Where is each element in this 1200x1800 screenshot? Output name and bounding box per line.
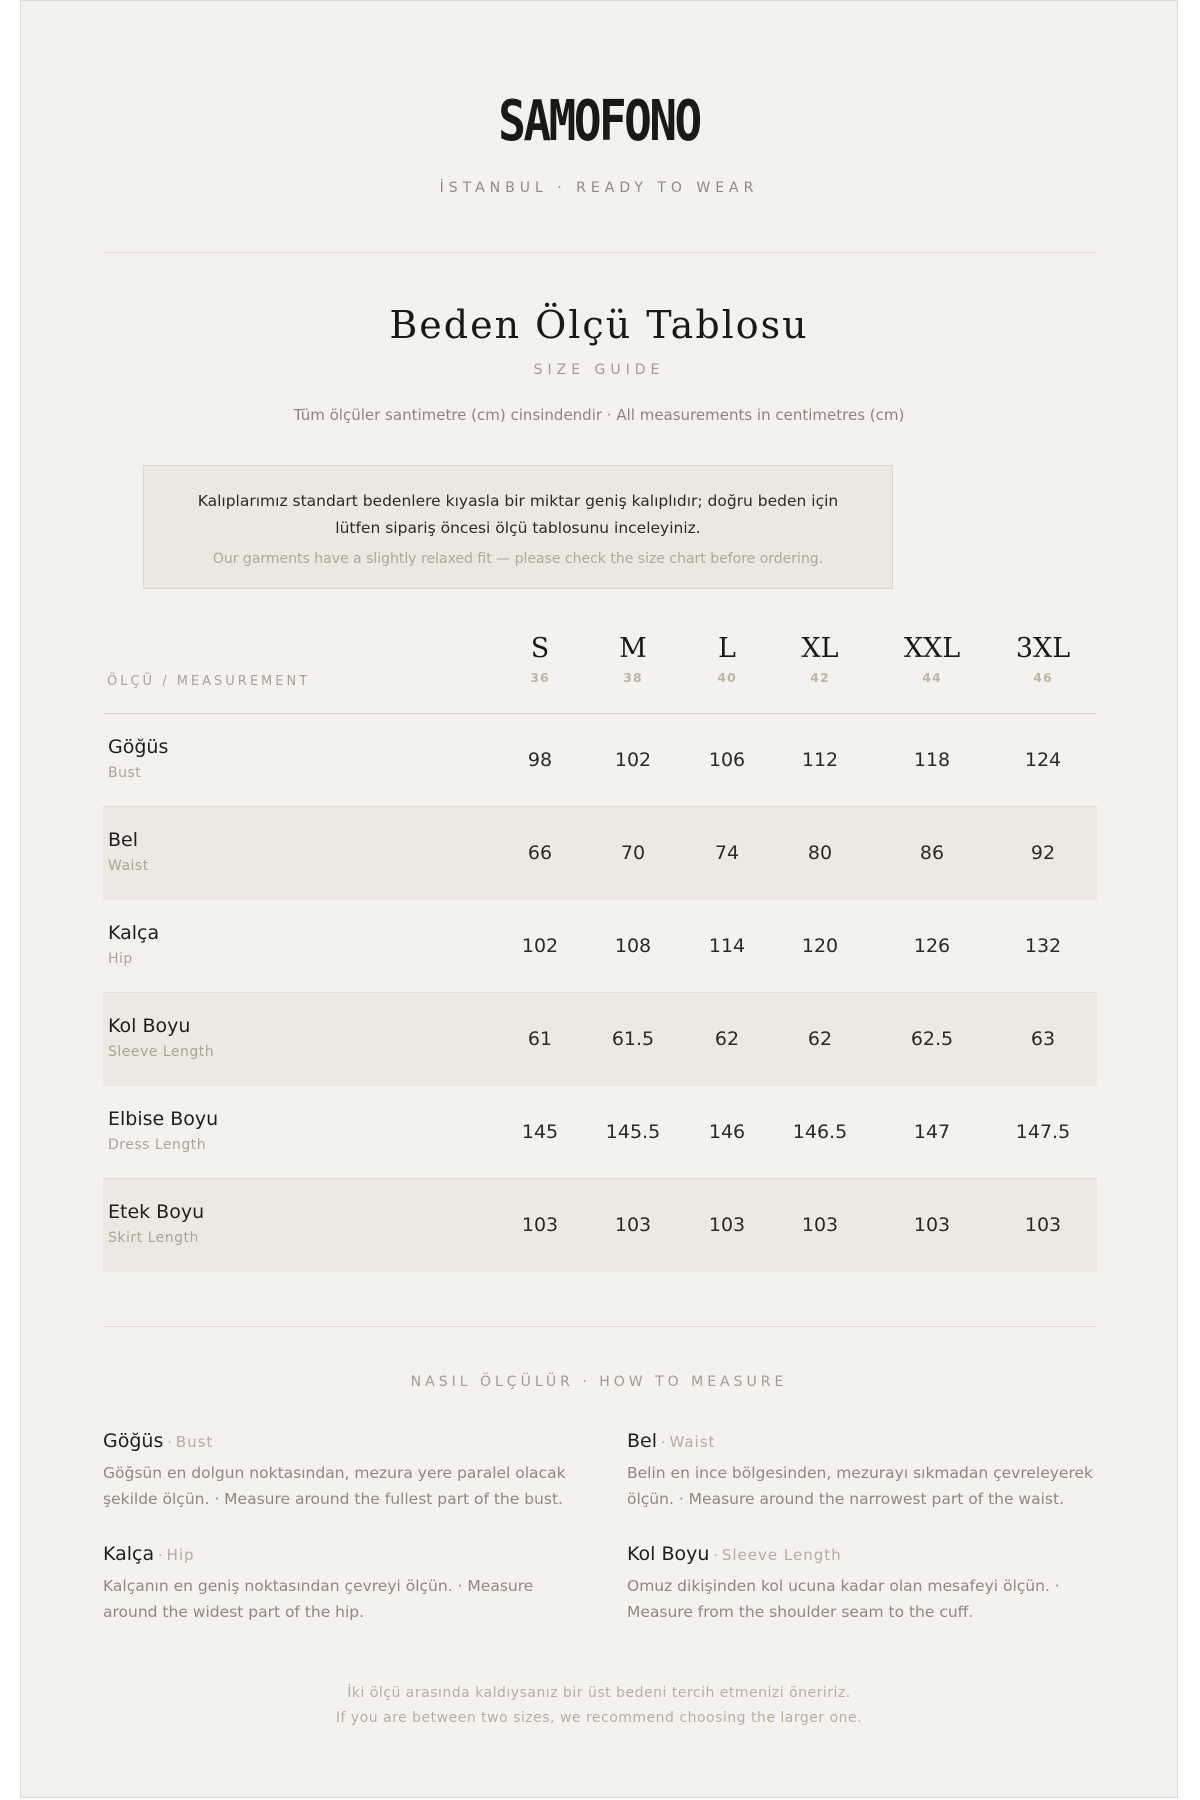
value-cell: 103 xyxy=(1024,1214,1062,1236)
value-cell: 103 xyxy=(913,1214,951,1236)
size-label: XL xyxy=(801,633,839,664)
measurement-name-tr: Etek Boyu xyxy=(108,1201,205,1223)
brand-tagline: İSTANBUL · READY TO WEAR xyxy=(439,180,759,196)
measurement-name-tr: Kalça xyxy=(108,922,160,944)
table-row-skirt-length xyxy=(103,1179,1097,1272)
howto-description: Kalçanın en geniş noktasından çevreyi ölçün. · Measure around the widest part of the hip. xyxy=(103,1577,534,1621)
value-cell: 102 xyxy=(614,749,652,771)
measurement-name-en: Waist xyxy=(108,858,149,874)
value-cell: 120 xyxy=(801,935,839,957)
table-row-waist xyxy=(103,807,1097,900)
value-cell: 102 xyxy=(521,935,559,957)
size-label: L xyxy=(718,633,736,664)
divider xyxy=(103,252,1097,253)
size-header-m xyxy=(588,631,678,685)
value-cell: 118 xyxy=(913,749,951,771)
value-cell: 146 xyxy=(708,1121,746,1143)
howto-description: Belin en ince bölgesinden, mezurayı sıkmadan çevreleyerek ölçün. · Measure around the narrowest part of the waist. xyxy=(627,1464,1094,1508)
howto-item-waist: Bel · Waist Belin en ince bölgesinden, mezurayı sıkmadan çevreleyerek ölçün. · Measure around the narrowest part of the waist. xyxy=(627,1429,1097,1512)
value-cell: 124 xyxy=(1024,749,1062,771)
measurement-name-en: Dress Length xyxy=(108,1137,207,1153)
size-label: 3XL xyxy=(1015,633,1071,664)
eu-size-label: 36 xyxy=(530,670,550,685)
value-cell: 61.5 xyxy=(611,1028,655,1050)
size-header-l xyxy=(682,631,772,685)
divider xyxy=(103,1326,1097,1327)
howto-item-sleeve-length: Kol Boyu · Sleeve Length Omuz dikişinden kol ucuna kadar olan mesafeyi ölçün. · Measure from the shoulder seam to the cuff. xyxy=(627,1542,1097,1625)
fit-notice-en: Our garments have a slightly relaxed fit — please check the size chart before ordering. xyxy=(212,551,824,567)
value-cell: 112 xyxy=(801,749,839,771)
howto-heading-tr: Kalça xyxy=(103,1543,155,1565)
howto-description: Omuz dikişinden kol ucuna kadar olan mesafeyi ölçün. · Measure from the shoulder seam to the cuff. xyxy=(627,1577,1060,1621)
size-table xyxy=(103,631,1097,1246)
value-cell: 103 xyxy=(708,1214,746,1236)
value-cell: 103 xyxy=(614,1214,652,1236)
size-label: M xyxy=(619,633,647,664)
footer-note-en: If you are between two sizes, we recommend choosing the larger one. xyxy=(335,1710,863,1726)
measurement-name-tr: Elbise Boyu xyxy=(108,1108,219,1130)
value-cell: 132 xyxy=(1024,935,1062,957)
footer-note-tr: İki ölçü arasında kaldıysanız bir üst bedeni tercih etmenizi öneririz. xyxy=(347,1685,851,1701)
size-header-xxl xyxy=(887,631,977,685)
measurement-name-tr: Bel xyxy=(108,829,139,851)
value-cell: 63 xyxy=(1030,1028,1056,1050)
size-header-xl xyxy=(775,631,865,685)
table-row-sleeve-length xyxy=(103,993,1097,1086)
howto-item-hip: Kalça · Hip Kalçanın en geniş noktasından çevreyi ölçün. · Measure around the widest part of the hip. xyxy=(103,1542,573,1625)
howto-heading-en: Waist xyxy=(669,1433,716,1451)
howto-item-bust: Göğüs · Bust Göğsün en dolgun noktasından, mezura yere paralel olacak şekilde ölçün. · Measure around the fullest part of the bust. xyxy=(103,1429,573,1512)
value-cell: 146.5 xyxy=(792,1121,848,1143)
value-cell: 103 xyxy=(801,1214,839,1236)
howto-heading-tr: Bel xyxy=(627,1430,658,1452)
value-cell: 147.5 xyxy=(1015,1121,1071,1143)
howto-heading-tr: Kol Boyu xyxy=(627,1543,710,1565)
fit-notice-tr: Kalıplarımız standart bedenlere kıyasla bir miktar geniş kalıplıdır; doğru beden için lütfen sipariş öncesi ölçü tablosunu inceleyiniz. xyxy=(197,492,839,537)
measurement-name-tr: Kol Boyu xyxy=(108,1015,191,1037)
value-cell: 70 xyxy=(620,842,646,864)
size-table-header xyxy=(103,631,1097,713)
measurement-name-tr: Göğüs xyxy=(108,736,169,758)
value-cell: 145.5 xyxy=(605,1121,661,1143)
footer-note xyxy=(21,1681,1177,1731)
value-cell: 74 xyxy=(714,842,740,864)
measurement-name-en: Bust xyxy=(108,765,142,781)
value-cell: 145 xyxy=(521,1121,559,1143)
measurement-name-en: Sleeve Length xyxy=(108,1044,215,1060)
value-cell: 106 xyxy=(708,749,746,771)
eu-size-label: 44 xyxy=(922,670,942,685)
measurement-name-en: Hip xyxy=(108,951,133,967)
value-cell: 108 xyxy=(614,935,652,957)
eu-size-label: 38 xyxy=(623,670,643,685)
value-cell: 62.5 xyxy=(910,1028,954,1050)
size-header-3xl xyxy=(998,631,1088,685)
eu-size-label: 42 xyxy=(810,670,830,685)
value-cell: 126 xyxy=(913,935,951,957)
value-cell: 92 xyxy=(1030,842,1056,864)
table-row-hip xyxy=(103,900,1097,993)
table-row-dress-length xyxy=(103,1086,1097,1179)
fit-notice xyxy=(143,465,893,589)
howto-heading-en: Bust xyxy=(175,1433,214,1451)
size-label: S xyxy=(530,633,550,664)
howto-description: Göğsün en dolgun noktasından, mezura yere paralel olacak şekilde ölçün. · Measure around the fullest part of the bust. xyxy=(103,1464,566,1508)
value-cell: 62 xyxy=(714,1028,740,1050)
size-guide-sheet xyxy=(20,0,1178,1798)
measurement-name-en: Skirt Length xyxy=(108,1230,199,1246)
value-cell: 86 xyxy=(919,842,945,864)
value-cell: 98 xyxy=(527,749,553,771)
table-row-bust xyxy=(103,714,1097,807)
howto-heading-en: Hip xyxy=(166,1546,195,1564)
value-cell: 147 xyxy=(913,1121,951,1143)
value-cell: 62 xyxy=(807,1028,833,1050)
page-title: Beden Ölçü Tablosu xyxy=(389,303,809,347)
brand-logo: SAMOFONO xyxy=(498,89,700,154)
size-header-s xyxy=(495,631,585,685)
value-cell: 114 xyxy=(708,935,746,957)
value-cell: 80 xyxy=(807,842,833,864)
size-label: XXL xyxy=(903,633,961,664)
units-note: Tüm ölçüler santimetre (cm) cinsindendir · All measurements in centimetres (cm) xyxy=(293,406,905,424)
howto-heading-tr: Göğüs xyxy=(103,1430,164,1452)
how-to-measure-title: NASIL ÖLÇÜLÜR · HOW TO MEASURE xyxy=(410,1374,788,1390)
eu-size-label: 46 xyxy=(1033,670,1053,685)
value-cell: 66 xyxy=(527,842,553,864)
value-cell: 61 xyxy=(527,1028,553,1050)
value-cell: 103 xyxy=(521,1214,559,1236)
howto-heading-en: Sleeve Length xyxy=(721,1546,842,1564)
page-subtitle: SIZE GUIDE xyxy=(533,362,665,378)
eu-size-label: 40 xyxy=(717,670,737,685)
measurement-column-label: ÖLÇÜ / MEASUREMENT xyxy=(107,674,311,689)
